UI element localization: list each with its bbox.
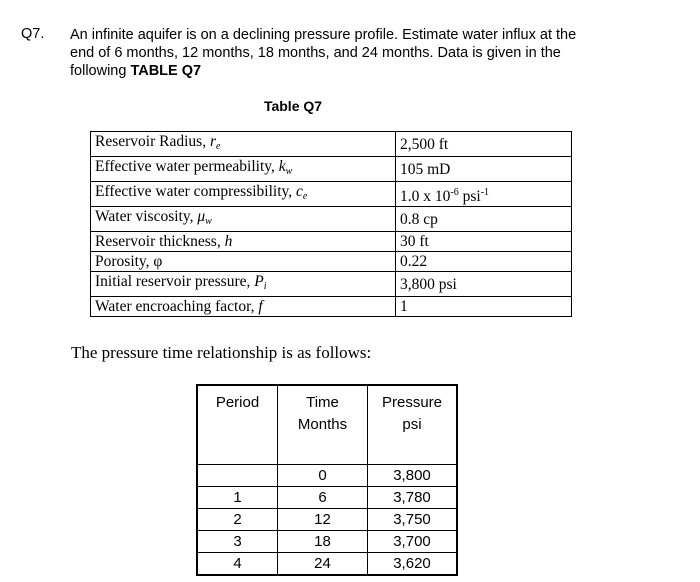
header-pressure: Pressure psi [368,385,458,465]
property-label: Effective water compressibility, $c_e$ [91,182,396,207]
table-row [197,487,457,509]
question-line-3 [70,62,670,80]
pressure-cell: 3,750 [368,509,458,531]
header-period: Period [197,385,278,465]
pressure-cell: 3,700 [368,531,458,553]
time-cell: 12 [278,509,368,531]
table-q7-title: Table Q7 [263,98,323,114]
question-line-1: An infinite aquifer is on a declining pressure profile. Estimate water influx at the [70,27,577,43]
table-row [91,252,572,272]
table-row [91,297,572,317]
pressure-cell: 3,620 [368,553,458,576]
period-cell: 1 [197,487,278,509]
property-value: 3,800 psi [396,272,572,297]
property-value: 2,500 ft [396,132,572,157]
time-cell: 0 [278,465,368,487]
period-cell: 2 [197,509,278,531]
property-label: Reservoir Radius, $r_e$ [91,132,396,157]
table-row [91,132,572,157]
property-value: 0.8 cp [396,207,572,232]
time-cell: 18 [278,531,368,553]
question-text [70,26,670,80]
table-header-row [197,385,457,465]
property-value: 105 mD [396,157,572,182]
table-row [91,207,572,232]
header-time: Time Months [278,385,368,465]
pressure-cell: 3,800 [368,465,458,487]
property-value: 0.22 [396,252,572,272]
property-label: Reservoir thickness, h [91,232,396,252]
pressure-time-table [196,384,458,576]
table-row [91,182,572,207]
property-label: Porosity, φ [91,252,396,272]
period-cell: 3 [197,531,278,553]
property-label: Effective water permeability, $k_w$ [91,157,396,182]
reservoir-properties-table [90,131,572,317]
table-row [91,232,572,252]
period-cell [197,465,278,487]
property-label: Water encroaching factor, f [91,297,396,317]
time-cell: 24 [278,553,368,576]
question-line-3-prefix: following [70,63,131,79]
table-row [91,157,572,182]
property-label: Initial reservoir pressure, $P_i$ [91,272,396,297]
property-label: Water viscosity, $\mu_w$ [91,207,396,232]
table-row [197,531,457,553]
table-row [197,465,457,487]
property-value: 1 [396,297,572,317]
table-row [197,553,457,576]
question-line-2: end of 6 months, 12 months, 18 months, and 24 months. Data is given in the [70,45,561,61]
property-value: 30 ft [396,232,572,252]
time-cell: 6 [278,487,368,509]
table-row [197,509,457,531]
relationship-text: The pressure time relationship is as follows: [71,343,372,362]
question-table-reference: TABLE Q7 [130,63,202,79]
question-number: Q7. [21,26,45,42]
table-row [91,272,572,297]
pressure-cell: 3,780 [368,487,458,509]
property-value: 1.0 x $10^{-6}$ psi$^{-1}$ [396,182,572,207]
period-cell: 4 [197,553,278,576]
